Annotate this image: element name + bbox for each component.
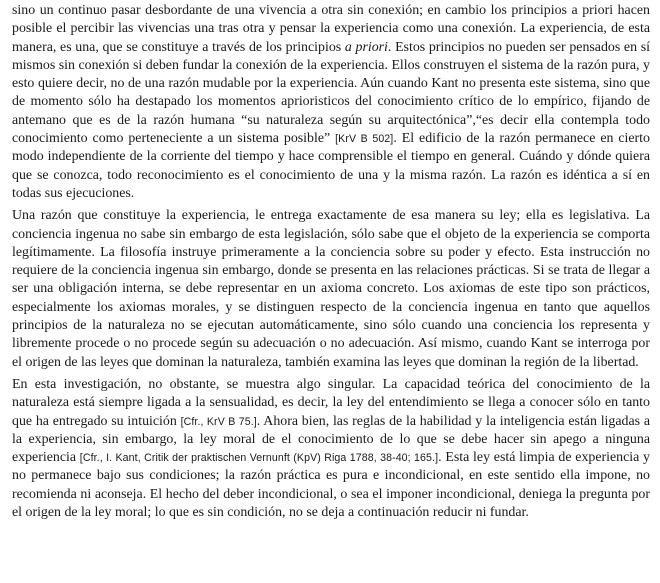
paragraph-3 (12, 376, 650, 522)
citation: [KrV B 502] (335, 133, 394, 146)
italic-term: a priori (344, 39, 388, 55)
text-segment: . Ahora bien, las reglas de la habilidad y la inteligencia están ligadas a la experiencia, sin embargo, la ley moral de el conocimiento de lo que se debe hacer sin apego a ninguna experiencia (12, 413, 650, 466)
text-segment: . Estos principios no pueden ser pensados en sí mismos sin conexión si deben fundar la conexión de la experiencia. Ellos construyen el sistema de la razón pura, y esto quiere decir, no de una razón mudable por la experiencia. Aún cuando Kant no presenta este sistema, sino que de momento sólo ha destapado los momentos aprioristicos del conocimiento crítico de lo empírico, fijando de antemano que es de la razón humana “su naturaleza según su arquitectónica”,“es decir ella contempla todo conocimiento como perteneciente a un sistema posible” (12, 39, 650, 147)
text-segment: . El edificio de la razón permanece en cierto modo independiente de la corriente del tiempo y hace comprensible el tiempo en general. Cuándo y dónde quiera que se conozca, todo reconocimiento es el conocimiento de una y la misma razón. La razón es idéntica a sí en todas sus ejecuciones. (12, 131, 650, 201)
text-segment: sino un continuo pasar desbordante de una vivencia a otra sin conexión; en cambio los principios a priori hacen posible el percibir las vivencias una tras otra y pensar la experiencia como una conexión. La experiencia, de esta manera, es una, que se constituye a través de los principios (12, 3, 650, 55)
paragraph-1 (12, 2, 650, 203)
citation: [Cfr., I. Kant, Critik der praktischen Vernunft (KpV) Riga 1788, 38-40; 165.] (79, 452, 439, 465)
citation: [Cfr., KrV B 75.] (180, 415, 257, 428)
text-segment: En esta investigación, no obstante, se muestra algo singular. La capacidad teórica del conocimiento de la naturaleza está siempre ligada a la sensualidad, es decir, la ley del entendimiento se llega a conocer sólo en tanto que ha entregado su intuición (12, 376, 650, 429)
text-segment: . Esta ley está limpia de experiencia y no permanece bajo sus condiciones; la razón práctica es pura e incondicional, en este sentido ella impone, no recomienda ni aconseja. El hecho del deber incondicional, o sea el imponer incondicional, deniega la pregunta por el origen de la ley moral; lo que es sin condición, no se deja a continuación reducir ni fundar. (12, 450, 650, 521)
paragraph-2 (12, 207, 650, 372)
text-segment: Una razón que constituye la experiencia, le entrega exactamente de esa manera su ley; ella es legislativa. La conciencia ingenua no sabe sin embargo de esta legislación, sólo sabe que el objeto de la experiencia se comporta legítimamente. La filosofía instruye primeramente a la conciencia sobre su poder y efecto. Esta instrucción no requiere de la conciencia ingenua sin embargo, donde se presenta en las relaciones prácticas. Si se trata de llegar a ser una obligación interna, se debe representar en un axioma concreto. Los axiomas de este tipo son prácticos, especialmente los axiomas morales, y se distinguen respecto de la conciencia ingenua en tanto que aquellos principios de la naturaleza no se ejecutan automáticamente, sino sólo cuando una conciencia los representa y libremente procede o no procede según su adecuación o no adecuación. Así mismo, cuando Kant se interroga por el origen de las leyes que dominan la naturaleza, también examina las leyes que dominan la región de la libertad. (12, 208, 650, 370)
